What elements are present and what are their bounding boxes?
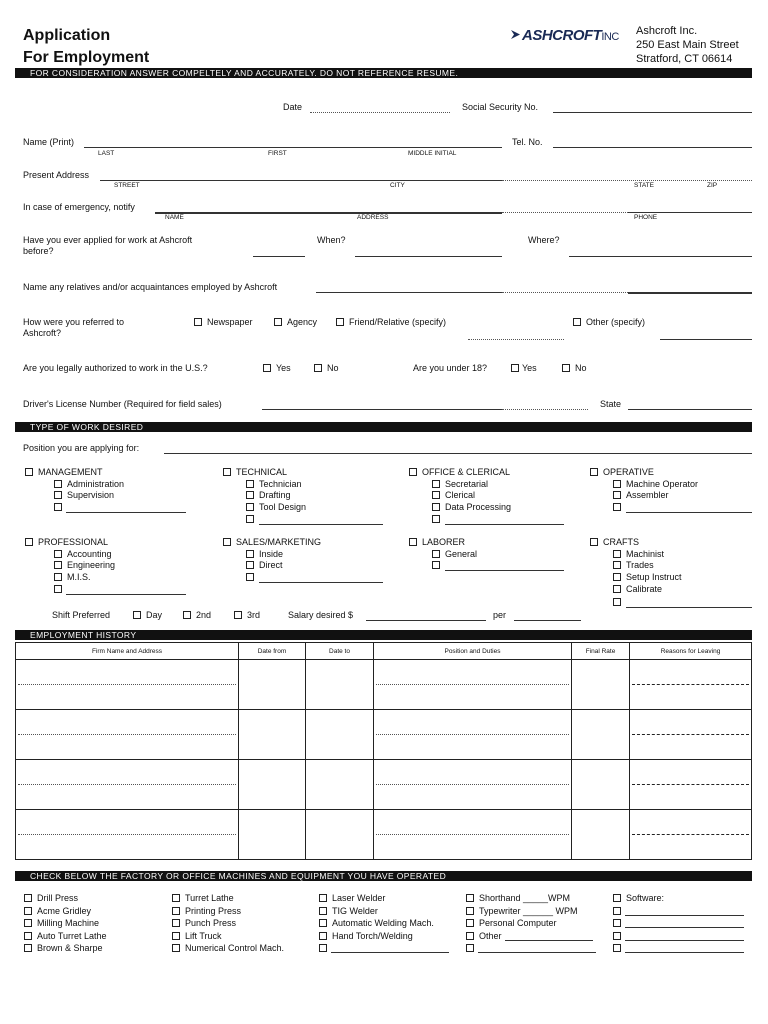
ssn-label: Social Security No. [462,102,539,112]
administration-checkbox[interactable] [54,480,62,488]
emergency-label: In case of emergency, notify [23,202,135,212]
under18-label: Are you under 18? [413,363,488,373]
hand-torch-label: Hand Torch/Welding [332,931,413,941]
sales-title: SALES/MARKETING [236,537,322,547]
date-from-cell[interactable] [239,710,306,760]
form-title-line2: For Employment [23,49,150,66]
other-checkbox[interactable] [573,318,581,326]
col4-other-checkbox[interactable] [466,932,474,940]
inside-checkbox[interactable] [246,550,254,558]
relatives-field[interactable] [316,292,502,293]
professional-checkbox[interactable] [25,538,33,546]
data-processing-checkbox[interactable] [432,503,440,511]
tig-welder-label: TIG Welder [332,906,378,916]
accounting-checkbox[interactable] [54,550,62,558]
assembler-checkbox[interactable] [613,491,621,499]
sales-checkbox[interactable] [223,538,231,546]
authorized-yes-label: Yes [276,363,291,373]
drill-press-checkbox[interactable] [24,894,32,902]
tel-field[interactable] [553,147,752,148]
logo-mark-icon [509,28,522,41]
final-rate-cell[interactable] [572,760,630,810]
management-title: MANAGEMENT [38,467,103,477]
machinist-checkbox[interactable] [613,550,621,558]
newspaper-checkbox[interactable] [194,318,202,326]
technician-label: Technician [259,479,302,489]
shift-3rd-checkbox[interactable] [234,611,242,619]
date-to-cell[interactable] [306,810,374,860]
relatives-field-cont[interactable] [502,292,628,293]
shift-day-label: Day [146,610,163,620]
machinist-label: Machinist [626,549,665,559]
under18-yes-checkbox[interactable] [511,364,519,372]
tig-welder-checkbox[interactable] [319,907,327,915]
reasons-cell[interactable] [630,710,752,760]
firm-cell[interactable] [16,660,239,710]
numerical-control-label: Numerical Control Mach. [185,943,285,953]
management-checkbox[interactable] [25,468,33,476]
position-cell[interactable] [374,810,572,860]
supervision-checkbox[interactable] [54,491,62,499]
technical-other-field[interactable] [259,524,383,525]
date-to-cell[interactable] [306,660,374,710]
under18-no-label: No [575,363,587,373]
table-row [16,810,752,860]
acme-gridley-label: Acme Gridley [37,906,92,916]
col3-other-field[interactable] [331,952,449,953]
management-other-field[interactable] [66,512,186,513]
general-label: General [445,549,478,559]
professional-other-checkbox[interactable] [54,585,62,593]
punch-press-checkbox[interactable] [172,919,180,927]
trades-checkbox[interactable] [613,561,621,569]
secretarial-checkbox[interactable] [432,480,440,488]
date-from-cell[interactable] [239,810,306,860]
date-from-cell[interactable] [239,760,306,810]
management-other-checkbox[interactable] [54,503,62,511]
secretarial-label: Secretarial [445,479,489,489]
typewriter-label: Typewriter ______ WPM [479,906,578,916]
punch-press-label: Punch Press [185,918,237,928]
date-to-cell[interactable] [306,710,374,760]
under18-yes-label: Yes [522,363,537,373]
printing-press-checkbox[interactable] [172,907,180,915]
shift-label: Shift Preferred [52,610,111,620]
state-sublabel: STATE [634,182,654,189]
office-checkbox[interactable] [409,468,417,476]
where-label: Where? [528,235,560,245]
friend-specify-field[interactable] [468,339,564,340]
lift-truck-checkbox[interactable] [172,932,180,940]
final-rate-cell[interactable] [572,710,630,760]
shift-2nd-label: 2nd [196,610,212,620]
general-checkbox[interactable] [432,550,440,558]
shift-2nd-checkbox[interactable] [183,611,191,619]
shift-day-checkbox[interactable] [133,611,141,619]
typewriter-checkbox[interactable] [466,907,474,915]
per-field[interactable] [514,620,581,621]
final-rate-cell[interactable] [572,660,630,710]
date-to-cell[interactable] [306,760,374,810]
table-row [16,660,752,710]
when-field[interactable] [355,256,502,257]
crafts-other-field[interactable] [626,607,752,608]
col-reasons: Reasons for Leaving [630,643,752,660]
company-city: Stratford, CT 06614 [636,53,733,65]
ssn-field[interactable] [553,112,752,113]
under18-no-checkbox[interactable] [562,364,570,372]
clerical-label: Clerical [445,490,476,500]
supervision-label: Supervision [67,490,115,500]
address-field-cont[interactable] [502,180,752,181]
brown-sharpe-label: Brown & Sharpe [37,943,103,953]
middle-sublabel: MIDDLE INITIAL [408,150,457,157]
tool-design-label: Tool Design [259,502,307,512]
license-label: Driver's License Number (Required for field sales) [23,399,222,409]
clerical-checkbox[interactable] [432,491,440,499]
authorized-label: Are you legally authorized to work in the U.S.? [23,363,208,373]
other-specify-field[interactable] [660,339,752,340]
trades-label: Trades [626,560,654,570]
company-logo [509,27,619,44]
laborer-other-field[interactable] [445,570,564,571]
final-rate-cell[interactable] [572,810,630,860]
numerical-control-checkbox[interactable] [172,944,180,952]
office-other-field[interactable] [445,524,564,525]
direct-checkbox[interactable] [246,561,254,569]
col-firm: Firm Name and Address [16,643,239,660]
brown-sharpe-checkbox[interactable] [24,944,32,952]
crafts-title: CRAFTS [603,537,639,547]
license-state-label: State [600,399,622,409]
license-field-cont[interactable] [502,409,588,410]
work-type-bar: TYPE OF WORK DESIRED [15,422,752,432]
sales-other-checkbox[interactable] [246,573,254,581]
printing-press-label: Printing Press [185,906,242,916]
position-cell[interactable] [374,660,572,710]
referred-label-1: How were you referred to [23,317,125,327]
e-phone-sublabel: PHONE [634,214,658,221]
authorized-yes-checkbox[interactable] [263,364,271,372]
tool-design-checkbox[interactable] [246,503,254,511]
milling-machine-checkbox[interactable] [24,919,32,927]
automatic-welding-label: Automatic Welding Mach. [332,918,434,928]
reasons-cell[interactable] [630,660,752,710]
agency-label: Agency [287,317,318,327]
software-4-checkbox[interactable] [613,944,621,952]
city-sublabel: CITY [390,182,405,189]
acme-gridley-checkbox[interactable] [24,907,32,915]
applied-label-2: before? [23,246,54,256]
logo-suffix: INC [601,31,619,43]
instruction-bar: FOR CONSIDERATION ANSWER COMPELTELY AND ACCURATELY. DO NOT REFERENCE RESUME. [15,68,752,78]
when-label: When? [317,235,346,245]
col4-blank-field[interactable] [478,952,596,953]
logo-text: ASHCROFT [522,27,602,44]
crafts-other-checkbox[interactable] [613,598,621,606]
date-label: Date [283,102,303,112]
lift-truck-label: Lift Truck [185,931,222,941]
col4-other-field[interactable] [505,940,593,941]
emergency-phone-field[interactable] [628,212,752,213]
street-sublabel: STREET [114,182,140,189]
address-label: Present Address [23,170,90,180]
relatives-field-end[interactable] [628,292,752,294]
emergency-field[interactable] [155,212,502,214]
company-street: 250 East Main Street [636,39,739,51]
address-field[interactable] [100,180,502,181]
mis-checkbox[interactable] [54,573,62,581]
form-title-line1: Application [23,27,111,44]
position-cell[interactable] [374,760,572,810]
personal-computer-checkbox[interactable] [466,919,474,927]
laborer-checkbox[interactable] [409,538,417,546]
professional-title: PROFESSIONAL [38,537,109,547]
friend-label: Friend/Relative (specify) [349,317,447,327]
applied-field[interactable] [253,256,305,257]
machine-operator-label: Machine Operator [626,479,699,489]
operative-title: OPERATIVE [603,467,654,477]
personal-computer-label: Personal Computer [479,918,557,928]
last-sublabel: LAST [98,150,115,157]
office-other-checkbox[interactable] [432,515,440,523]
software-checkbox[interactable] [613,894,621,902]
name-field[interactable] [84,147,502,148]
license-state-field[interactable] [628,409,752,410]
where-field[interactable] [569,256,752,257]
drafting-label: Drafting [259,490,291,500]
software-4-field[interactable] [625,952,744,953]
zip-sublabel: ZIP [707,182,718,189]
salary-field[interactable] [366,620,486,621]
shorthand-label: Shorthand _____WPM [479,893,571,903]
laser-welder-label: Laser Welder [332,893,386,903]
milling-machine-label: Milling Machine [37,918,100,928]
name-label: Name (Print) [23,137,75,147]
auto-turret-lathe-checkbox[interactable] [24,932,32,940]
referred-label-2: Ashcroft? [23,328,62,338]
col-position: Position and Duties [374,643,572,660]
software-3-field[interactable] [625,940,744,941]
position-cell[interactable] [374,710,572,760]
authorized-no-label: No [327,363,339,373]
applied-label-1: Have you ever applied for work at Ashcroft [23,235,193,245]
automatic-welding-checkbox[interactable] [319,919,327,927]
e-name-sublabel: NAME [165,214,184,221]
engineering-label: Engineering [67,560,116,570]
calibrate-checkbox[interactable] [613,585,621,593]
data-processing-label: Data Processing [445,502,512,512]
first-sublabel: FIRST [268,150,287,157]
setup-instruct-checkbox[interactable] [613,573,621,581]
friend-checkbox[interactable] [336,318,344,326]
software-2-field[interactable] [625,927,744,928]
inside-label: Inside [259,549,284,559]
agency-checkbox[interactable] [274,318,282,326]
direct-label: Direct [259,560,283,570]
operative-other-checkbox[interactable] [613,503,621,511]
shift-3rd-label: 3rd [247,610,261,620]
assembler-label: Assembler [626,490,669,500]
col-date-to: Date to [306,643,374,660]
crafts-checkbox[interactable] [590,538,598,546]
date-field[interactable] [310,112,450,113]
laborer-title: LABORER [422,537,466,547]
position-label: Position you are applying for: [23,443,140,453]
shorthand-checkbox[interactable] [466,894,474,902]
table-row [16,760,752,810]
technical-title: TECHNICAL [236,467,288,477]
auto-turret-lathe-label: Auto Turret Lathe [37,931,107,941]
col4-other-label: Other [479,931,502,941]
tel-label: Tel. No. [512,137,543,147]
newspaper-label: Newspaper [207,317,253,327]
relatives-label: Name any relatives and/or acquaintances employed by Ashcroft [23,282,278,292]
professional-other-field[interactable] [66,594,186,595]
drafting-checkbox[interactable] [246,491,254,499]
laborer-other-checkbox[interactable] [432,561,440,569]
technical-checkbox[interactable] [223,468,231,476]
col4-blank-checkbox[interactable] [466,944,474,952]
software-2-checkbox[interactable] [613,919,621,927]
reasons-cell[interactable] [630,760,752,810]
date-from-cell[interactable] [239,660,306,710]
operative-other-field[interactable] [626,512,752,513]
employment-history-table [15,642,752,860]
machine-operator-checkbox[interactable] [613,480,621,488]
firm-cell[interactable] [16,710,239,760]
software-1-field[interactable] [625,915,744,916]
laser-welder-checkbox[interactable] [319,894,327,902]
setup-instruct-label: Setup Instruct [626,572,682,582]
turret-lathe-label: Turret Lathe [185,893,234,903]
authorized-no-checkbox[interactable] [314,364,322,372]
administration-label: Administration [67,479,125,489]
salary-label: Salary desired $ [288,610,354,620]
other-label: Other (specify) [586,317,646,327]
software-3-checkbox[interactable] [613,932,621,940]
technician-checkbox[interactable] [246,480,254,488]
license-field[interactable] [262,409,502,410]
employment-history-bar: EMPLOYMENT HISTORY [15,630,752,640]
emergency-field-cont[interactable] [502,212,628,213]
mis-label: M.I.S. [67,572,91,582]
engineering-checkbox[interactable] [54,561,62,569]
technical-other-checkbox[interactable] [246,515,254,523]
position-field[interactable] [164,453,752,454]
company-name: Ashcroft Inc. [636,25,698,37]
drill-press-label: Drill Press [37,893,79,903]
software-label: Software: [626,893,665,903]
turret-lathe-checkbox[interactable] [172,894,180,902]
machines-bar: CHECK BELOW THE FACTORY OR OFFICE MACHINES AND EQUIPMENT YOU HAVE OPERATED [15,871,752,881]
operative-checkbox[interactable] [590,468,598,476]
col-final-rate: Final Rate [572,643,630,660]
firm-cell[interactable] [16,760,239,810]
hand-torch-checkbox[interactable] [319,932,327,940]
e-address-sublabel: ADDRESS [357,214,389,221]
table-row [16,710,752,760]
reasons-cell[interactable] [630,810,752,860]
col-date-from: Date from [239,643,306,660]
per-label: per [493,610,507,620]
software-1-checkbox[interactable] [613,907,621,915]
col3-other-checkbox[interactable] [319,944,327,952]
accounting-label: Accounting [67,549,112,559]
sales-other-field[interactable] [259,582,383,583]
office-title: OFFICE & CLERICAL [422,467,511,477]
firm-cell[interactable] [16,810,239,860]
calibrate-label: Calibrate [626,584,663,594]
